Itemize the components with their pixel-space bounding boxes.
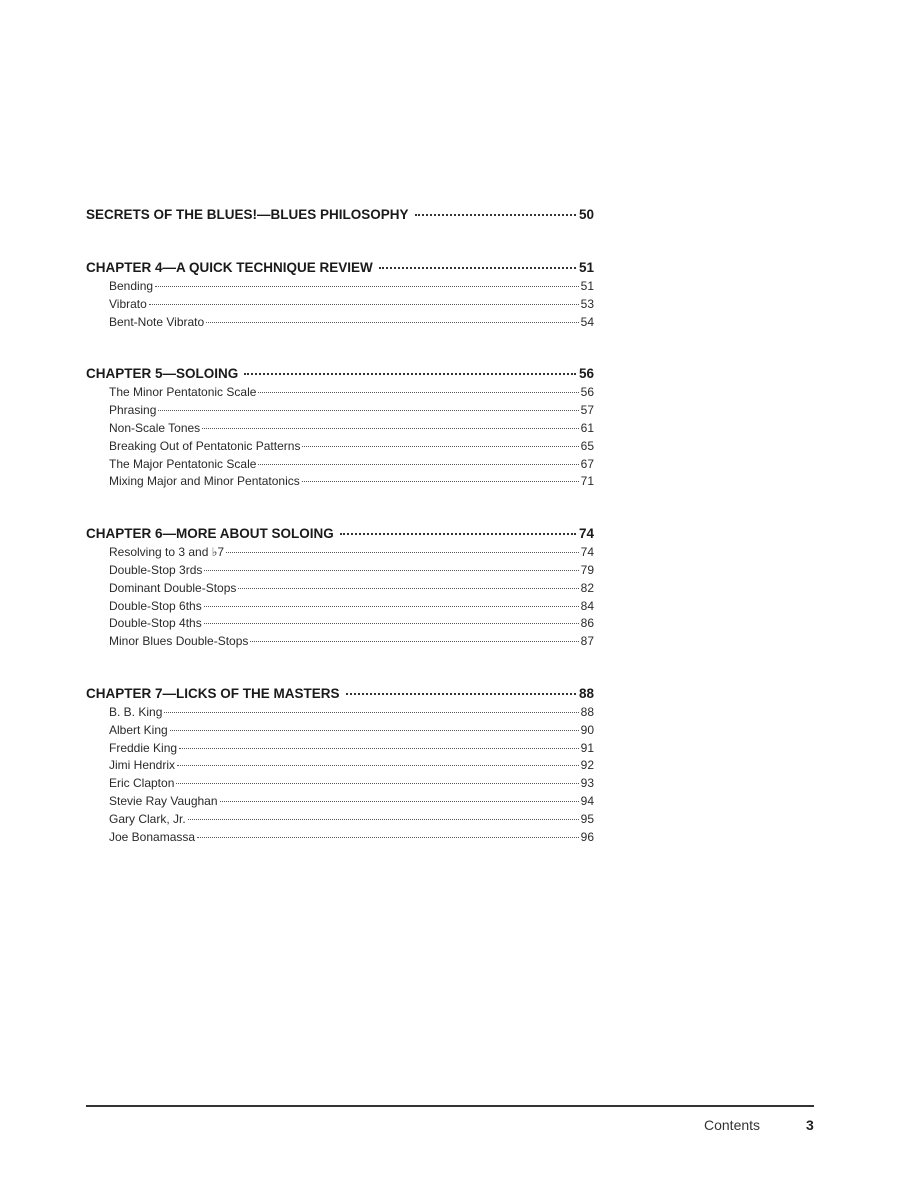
toc-section <box>86 204 594 225</box>
toc-entry-title: Phrasing <box>109 403 157 418</box>
toc-entry-row[interactable] <box>86 473 594 491</box>
dot-leader <box>238 588 578 589</box>
toc-entry-page: 57 <box>580 403 594 418</box>
dot-leader <box>379 267 576 269</box>
dot-leader <box>206 322 578 323</box>
dot-leader <box>177 765 579 766</box>
toc-entry-page: 92 <box>580 758 594 773</box>
toc-entry-page: 87 <box>580 634 594 649</box>
toc-entry-row[interactable] <box>86 740 594 758</box>
toc-entry-row[interactable] <box>86 633 594 651</box>
footer-section-label: Contents <box>704 1117 761 1133</box>
toc-entry-title: Mixing Major and Minor Pentatonics <box>109 474 300 489</box>
toc-entry-title: Vibrato <box>109 296 147 311</box>
toc-entry-row[interactable] <box>86 278 594 296</box>
footer-rule <box>86 1105 814 1107</box>
toc-heading-title: CHAPTER 4—A QUICK TECHNIQUE REVIEW <box>86 260 373 275</box>
toc-heading-title: CHAPTER 5—SOLOING <box>86 366 239 382</box>
toc-section <box>86 683 594 846</box>
toc-heading-row[interactable] <box>86 363 594 384</box>
toc-heading-page: 88 <box>578 685 594 701</box>
toc-entry-page: 84 <box>580 598 594 613</box>
toc-entry-page: 95 <box>580 811 594 826</box>
toc-entry-title: Bent-Note Vibrato <box>109 314 205 329</box>
dot-leader <box>250 641 578 642</box>
dot-leader <box>170 730 579 731</box>
table-of-contents <box>86 204 594 878</box>
toc-entry-page: 91 <box>580 740 594 755</box>
toc-entry-title: Albert King <box>109 722 168 737</box>
toc-entry-row[interactable] <box>86 829 594 847</box>
toc-entry-title: Double-Stop 3rds <box>109 562 203 577</box>
toc-entry-page: 88 <box>580 704 594 719</box>
dot-leader <box>149 304 579 305</box>
toc-heading-row[interactable] <box>86 204 594 225</box>
dot-leader <box>258 392 578 393</box>
toc-entry-row[interactable] <box>86 562 594 580</box>
toc-entry-title: Eric Clapton <box>109 776 175 791</box>
toc-entry-title: Jimi Hendrix <box>109 758 176 773</box>
toc-entry-title: Stevie Ray Vaughan <box>109 793 218 808</box>
toc-section <box>86 257 594 331</box>
dot-leader <box>197 837 579 838</box>
toc-entry-page: 93 <box>580 776 594 791</box>
toc-entry-title: The Major Pentatonic Scale <box>109 456 257 471</box>
toc-entry-row[interactable] <box>86 402 594 420</box>
toc-entry-row[interactable] <box>86 722 594 740</box>
toc-entry-row[interactable] <box>86 456 594 474</box>
toc-entry-page: 53 <box>580 296 594 311</box>
dot-leader <box>176 783 578 784</box>
toc-entry-page: 74 <box>580 545 594 560</box>
toc-entry-row[interactable] <box>86 580 594 598</box>
toc-heading-title: SECRETS OF THE BLUES!—BLUES PHILOSOPHY <box>86 207 409 222</box>
dot-leader <box>164 712 578 713</box>
toc-entry-page: 65 <box>580 438 594 453</box>
toc-heading-page: 56 <box>578 366 594 382</box>
dot-leader <box>158 410 578 411</box>
toc-heading-page: 74 <box>578 526 594 542</box>
toc-entry-title: Resolving to 3 and ♭7 <box>109 545 225 560</box>
toc-entry-row[interactable] <box>86 615 594 633</box>
toc-entry-row[interactable] <box>86 384 594 402</box>
toc-entry-row[interactable] <box>86 757 594 775</box>
dot-leader <box>202 428 578 429</box>
toc-entry-title: Double-Stop 6ths <box>109 598 202 613</box>
toc-entry-row[interactable] <box>86 438 594 456</box>
dot-leader <box>179 748 579 749</box>
toc-entry-page: 94 <box>580 793 594 808</box>
toc-entry-row[interactable] <box>86 420 594 438</box>
dot-leader <box>258 464 578 465</box>
dot-leader <box>204 623 579 624</box>
dot-leader <box>188 819 579 820</box>
toc-heading-title: CHAPTER 7—LICKS OF THE MASTERS <box>86 685 340 701</box>
dot-leader <box>346 693 576 695</box>
toc-entry-title: B. B. King <box>109 704 163 719</box>
toc-entry-row[interactable] <box>86 775 594 793</box>
dot-leader <box>220 801 579 802</box>
toc-entry-row[interactable] <box>86 704 594 722</box>
dot-leader <box>302 481 579 482</box>
dot-leader <box>302 446 578 447</box>
dot-leader <box>204 570 578 571</box>
toc-entry-title: Gary Clark, Jr. <box>109 811 186 826</box>
toc-entry-page: 79 <box>580 562 594 577</box>
toc-entry-row[interactable] <box>86 314 594 332</box>
dot-leader <box>340 533 576 535</box>
toc-heading-page: 50 <box>578 207 594 222</box>
footer-page-number: 3 <box>806 1117 814 1133</box>
dot-leader <box>226 552 579 553</box>
toc-entry-title: Joe Bonamassa <box>109 829 196 844</box>
toc-entry-page: 86 <box>580 616 594 631</box>
toc-heading-row[interactable] <box>86 523 594 544</box>
toc-entry-title: Dominant Double-Stops <box>109 580 237 595</box>
toc-entry-row[interactable] <box>86 296 594 314</box>
dot-leader <box>244 373 576 375</box>
toc-entry-title: Double-Stop 4ths <box>109 616 202 631</box>
toc-entry-title: The Minor Pentatonic Scale <box>109 385 257 400</box>
toc-entry-title: Minor Blues Double-Stops <box>109 634 249 649</box>
toc-heading-row[interactable] <box>86 683 594 704</box>
toc-entry-title: Non-Scale Tones <box>109 420 201 435</box>
toc-entry-page: 54 <box>580 314 594 329</box>
toc-section <box>86 363 594 491</box>
toc-entry-row[interactable] <box>86 598 594 616</box>
dot-leader <box>204 606 579 607</box>
toc-section <box>86 523 594 651</box>
dot-leader <box>415 214 576 216</box>
toc-entry-row[interactable] <box>86 793 594 811</box>
toc-heading-page: 51 <box>578 260 594 275</box>
toc-entry-row[interactable] <box>86 544 594 562</box>
toc-entry-title: Breaking Out of Pentatonic Patterns <box>109 438 301 453</box>
toc-entry-title: Bending <box>109 279 154 293</box>
toc-entry-page: 71 <box>580 474 594 489</box>
toc-entry-page: 96 <box>580 829 594 844</box>
toc-heading-title: CHAPTER 6—MORE ABOUT SOLOING <box>86 526 334 542</box>
dot-leader <box>155 286 579 287</box>
toc-entry-page: 90 <box>580 722 594 737</box>
toc-heading-row[interactable] <box>86 257 594 278</box>
toc-entry-page: 51 <box>580 279 594 293</box>
toc-entry-page: 56 <box>580 385 594 400</box>
toc-entry-title: Freddie King <box>109 740 178 755</box>
toc-entry-page: 67 <box>580 456 594 471</box>
toc-entry-page: 61 <box>580 420 594 435</box>
toc-entry-page: 82 <box>580 580 594 595</box>
toc-entry-row[interactable] <box>86 811 594 829</box>
